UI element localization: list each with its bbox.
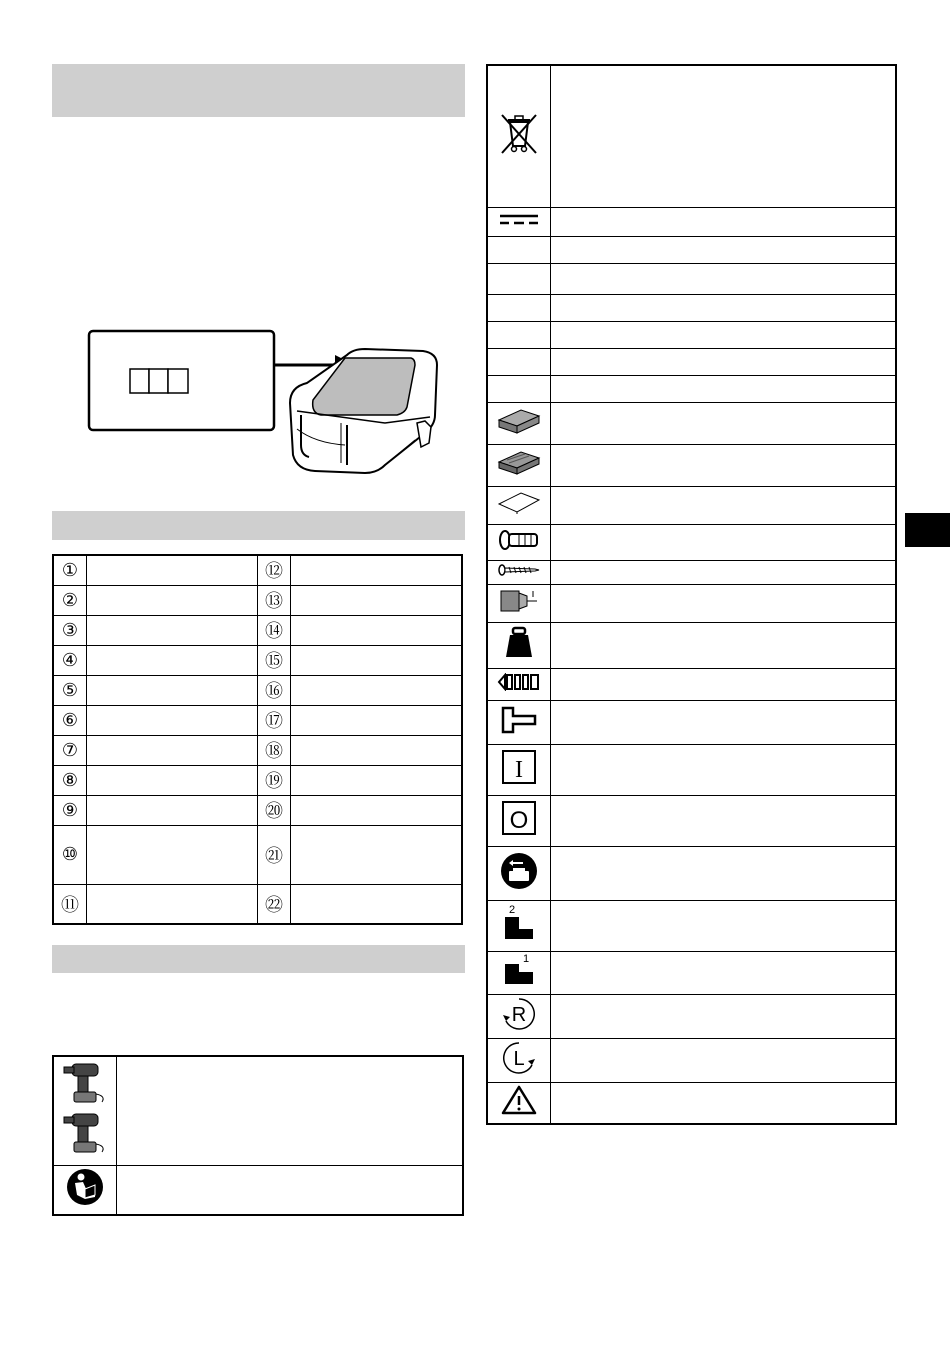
parts-list-table <box>52 554 463 925</box>
symbol-icon-cell <box>487 1038 551 1082</box>
symbol-description-cell <box>551 1038 897 1082</box>
rotate-right-icon <box>500 995 538 1033</box>
symbol-row <box>487 668 896 700</box>
part-number-left: ⑤ <box>53 675 87 705</box>
symbol-row <box>487 263 896 294</box>
symbol-description-cell <box>551 795 897 846</box>
gear-1-icon <box>499 952 539 988</box>
part-number-right: ⑲ <box>258 765 291 795</box>
parts-row <box>53 884 462 924</box>
symbol-row <box>487 524 896 560</box>
drill-driver-icon <box>60 1058 110 1158</box>
battery-remove-icon <box>499 851 539 891</box>
symbol-icon-cell <box>487 402 551 444</box>
symbols-table-right <box>486 64 897 1125</box>
symbol-description-cell <box>551 584 897 622</box>
symbol-icon-cell <box>487 444 551 486</box>
letter-o-icon <box>501 800 537 836</box>
part-label-right <box>291 795 463 825</box>
parts-row <box>53 585 462 615</box>
symbol-description-cell <box>551 668 897 700</box>
symbol-description-cell <box>551 444 897 486</box>
wood-screw-icon <box>497 564 541 576</box>
part-label-right <box>291 555 463 585</box>
symbol-description-cell <box>551 994 897 1038</box>
part-label-right <box>291 884 463 924</box>
symbols-table-left <box>52 1055 464 1216</box>
symbol-description-cell <box>117 1056 464 1165</box>
symbol-icon-cell <box>487 900 551 951</box>
parts-row <box>53 795 462 825</box>
crossed-out-wheeled-bin-icon <box>499 112 539 156</box>
warning-icon <box>501 1084 537 1116</box>
symbol-row <box>487 846 896 900</box>
thin-sheet-icon <box>495 490 543 516</box>
symbol-icon-cell <box>53 1056 117 1165</box>
section-heading-bar-1 <box>52 64 465 117</box>
direct-current-icon <box>498 212 540 226</box>
parts-row <box>53 615 462 645</box>
part-label-right <box>291 585 463 615</box>
symbol-icon-cell <box>487 584 551 622</box>
symbol-description-cell <box>551 951 897 994</box>
symbol-row <box>487 994 896 1038</box>
roman-one-icon-text: I <box>515 757 523 783</box>
symbol-row <box>487 294 896 321</box>
symbol-row <box>53 1056 463 1165</box>
symbol-row <box>487 207 896 236</box>
part-number-left: ③ <box>53 615 87 645</box>
read-manual-icon <box>65 1167 105 1207</box>
parts-row <box>53 555 462 585</box>
symbol-row <box>487 65 896 207</box>
symbol-icon-cell <box>487 846 551 900</box>
parts-row <box>53 765 462 795</box>
part-label-right <box>291 675 463 705</box>
part-number-left: ④ <box>53 645 87 675</box>
part-label-left <box>87 825 258 884</box>
parts-row <box>53 645 462 675</box>
symbol-description-cell <box>551 65 897 207</box>
symbol-row <box>487 744 896 795</box>
symbol-description-cell <box>551 744 897 795</box>
part-label-right <box>291 735 463 765</box>
symbol-row <box>487 348 896 375</box>
symbol-icon-cell <box>487 65 551 207</box>
battery-label-illustration <box>85 325 460 485</box>
parts-row <box>53 705 462 735</box>
part-number-right: ⑭ <box>258 615 291 645</box>
symbol-description-cell <box>551 622 897 668</box>
symbol-icon-cell <box>487 994 551 1038</box>
symbol-icon-cell <box>487 622 551 668</box>
symbol-description-cell <box>551 294 897 321</box>
symbol-row <box>487 951 896 994</box>
part-number-right: ㉑ <box>258 825 291 884</box>
symbol-row <box>487 375 896 402</box>
part-label-left <box>87 585 258 615</box>
part-label-right <box>291 705 463 735</box>
symbol-row <box>487 900 896 951</box>
part-number-right: ⑱ <box>258 735 291 765</box>
wood-block-icon <box>495 406 543 436</box>
side-tab-marker <box>905 513 950 547</box>
symbol-description-cell <box>551 321 897 348</box>
symbol-icon-cell <box>53 1165 117 1215</box>
symbol-icon-cell <box>487 668 551 700</box>
gear-2-icon-text: 2 <box>509 904 516 916</box>
part-label-left <box>87 705 258 735</box>
symbol-row <box>487 560 896 584</box>
symbol-icon-cell <box>487 744 551 795</box>
symbol-description-cell <box>551 700 897 744</box>
symbol-row <box>487 321 896 348</box>
symbol-description-cell <box>551 375 897 402</box>
battery-pack-drawing <box>290 349 437 473</box>
part-number-left: ⑨ <box>53 795 87 825</box>
symbol-description-cell <box>551 236 897 263</box>
blank-icon-cell <box>487 375 551 402</box>
part-number-left: ② <box>53 585 87 615</box>
part-label-right <box>291 615 463 645</box>
part-number-left: ⑦ <box>53 735 87 765</box>
drill-chuck-icon <box>497 587 541 615</box>
part-label-left <box>87 675 258 705</box>
blank-icon-cell <box>487 294 551 321</box>
symbol-icon-cell <box>487 951 551 994</box>
part-number-left: ① <box>53 555 87 585</box>
part-label-right <box>291 825 463 884</box>
parts-row <box>53 825 462 884</box>
symbol-icon-cell <box>487 795 551 846</box>
gear-2-icon <box>499 903 539 943</box>
symbol-row <box>487 795 896 846</box>
symbol-description-cell <box>551 486 897 524</box>
symbol-icon-cell <box>487 1082 551 1124</box>
part-number-right: ⑰ <box>258 705 291 735</box>
part-number-right: ⑬ <box>258 585 291 615</box>
part-label-left <box>87 795 258 825</box>
blank-icon-cell <box>487 348 551 375</box>
symbol-description-cell <box>551 846 897 900</box>
blank-icon-cell <box>487 263 551 294</box>
part-number-left: ⑥ <box>53 705 87 735</box>
part-label-left <box>87 735 258 765</box>
symbol-description-cell <box>551 348 897 375</box>
part-number-right: ⑯ <box>258 675 291 705</box>
symbol-icon-cell <box>487 524 551 560</box>
part-label-left <box>87 645 258 675</box>
rotate-left-icon-text: L <box>513 1047 525 1070</box>
symbol-row <box>487 236 896 263</box>
roman-one-icon <box>501 749 537 785</box>
symbol-description-cell <box>551 263 897 294</box>
symbol-row <box>487 486 896 524</box>
symbol-row <box>487 444 896 486</box>
symbol-description-cell <box>551 402 897 444</box>
part-number-left: ⑩ <box>53 825 87 884</box>
part-number-right: ⑳ <box>258 795 291 825</box>
symbol-description-cell <box>551 207 897 236</box>
machine-bolt-icon <box>497 528 541 552</box>
symbol-row <box>487 622 896 668</box>
blank-icon-cell <box>487 321 551 348</box>
symbol-description-cell <box>551 1082 897 1124</box>
symbol-row <box>487 584 896 622</box>
symbol-description-cell <box>551 524 897 560</box>
symbol-row <box>487 700 896 744</box>
symbol-row <box>53 1165 463 1215</box>
gear-1-icon-text: 1 <box>523 953 530 965</box>
symbol-description-cell <box>551 560 897 584</box>
section-heading-bar-3 <box>52 945 465 973</box>
speed-levels-icon <box>497 673 541 691</box>
part-number-left: ⑧ <box>53 765 87 795</box>
symbol-row <box>487 402 896 444</box>
symbol-icon-cell <box>487 486 551 524</box>
part-number-right: ㉒ <box>258 884 291 924</box>
part-number-right: ⑮ <box>258 645 291 675</box>
part-label-left <box>87 765 258 795</box>
letter-o-icon-text: O <box>509 807 529 834</box>
part-number-left: ⑪ <box>53 884 87 924</box>
part-label-left <box>87 555 258 585</box>
part-label-right <box>291 645 463 675</box>
symbol-icon-cell <box>487 207 551 236</box>
symbol-row <box>487 1038 896 1082</box>
symbol-description-cell <box>117 1165 464 1215</box>
rotate-right-icon-text: R <box>511 1003 527 1026</box>
section-heading-bar-2 <box>52 511 465 540</box>
parts-row <box>53 675 462 705</box>
part-label-right <box>291 765 463 795</box>
blank-icon-cell <box>487 236 551 263</box>
metal-block-icon <box>495 448 543 478</box>
weight-icon <box>504 625 534 661</box>
symbol-icon-cell <box>487 700 551 744</box>
part-number-right: ⑫ <box>258 555 291 585</box>
part-label-left <box>87 615 258 645</box>
date-code-boxes <box>130 369 188 393</box>
hammer-icon <box>499 704 539 736</box>
symbol-row <box>487 1082 896 1124</box>
part-label-left <box>87 884 258 924</box>
symbol-icon-cell <box>487 560 551 584</box>
rotate-left-icon <box>500 1039 538 1077</box>
symbol-description-cell <box>551 900 897 951</box>
parts-row <box>53 735 462 765</box>
